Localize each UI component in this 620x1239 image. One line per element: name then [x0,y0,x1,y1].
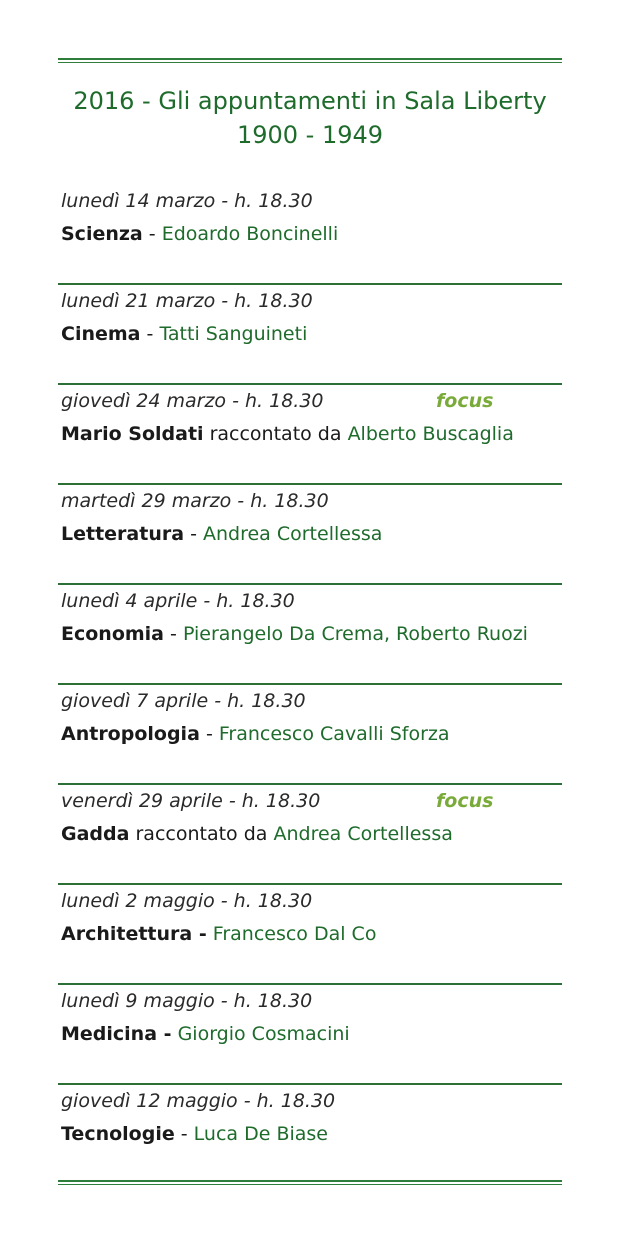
event-subject: Architettura - [61,923,207,945]
event-date: giovedì 24 marzo - h. 18.30 [61,390,324,412]
title-line-2: 1900 - 1949 [236,121,384,149]
event-list [58,185,562,1185]
event-subject: Antropologia [61,723,200,745]
event-date: lunedì 4 aprile - h. 18.30 [61,590,295,612]
page-title [58,84,562,152]
event-line [61,723,450,745]
event-line [61,1123,328,1145]
event-separator: - [199,723,219,745]
focus-label: focus [436,390,494,412]
event-item [58,685,562,785]
event-separator: - [142,223,162,245]
event-speaker: Luca De Biase [193,1123,328,1145]
title-line-1: 2016 - Gli appuntamenti in Sala Liberty [73,87,547,115]
event-date: giovedì 12 maggio - h. 18.30 [61,1090,336,1112]
event-separator: - [164,623,183,645]
event-speaker: Tatti Sanguineti [159,323,308,345]
event-speaker: Edoardo Boncinelli [161,223,339,245]
event-separator: - [184,523,203,545]
event-subject: Scienza [61,223,143,245]
event-subject: Letteratura [61,523,185,545]
event-speaker: Giorgio Cosmacini [177,1023,350,1045]
event-date: lunedì 2 maggio - h. 18.30 [61,890,313,912]
event-item [58,185,562,285]
focus-label: focus [436,790,494,812]
event-separator: - [140,323,160,345]
top-divider [58,58,562,63]
event-item [58,985,562,1085]
bottom-divider [58,1180,562,1185]
event-subject: Medicina - [61,1023,172,1045]
event-separator: raccontato da [203,423,348,445]
event-line [61,223,338,245]
event-subject: Tecnologie [61,1123,175,1145]
event-line [61,323,307,345]
event-date: lunedì 9 maggio - h. 18.30 [61,990,313,1012]
event-item [58,785,562,885]
event-item [58,885,562,985]
event-subject: Mario Soldati [61,423,204,445]
event-speaker: Francesco Dal Co [212,923,377,945]
event-line [61,623,528,645]
event-subject: Economia [61,623,165,645]
event-date: giovedì 7 aprile - h. 18.30 [61,690,306,712]
event-date: martedì 29 marzo - h. 18.30 [61,490,329,512]
event-speaker: Alberto Buscaglia [347,423,514,445]
event-line [61,523,382,545]
event-speaker: Pierangelo Da Crema, Roberto Ruozi [182,623,528,645]
event-line [61,923,376,945]
event-speaker: Andrea Cortellessa [202,523,383,545]
event-line [61,423,514,445]
event-speaker: Francesco Cavalli Sforza [218,723,450,745]
event-subject: Cinema [61,323,141,345]
event-item [58,585,562,685]
event-separator: raccontato da [129,823,274,845]
event-item [58,485,562,585]
event-date: lunedì 21 marzo - h. 18.30 [61,290,313,312]
event-speaker: Andrea Cortellessa [273,823,453,845]
event-date: venerdì 29 aprile - h. 18.30 [61,790,321,812]
event-subject: Gadda [61,823,130,845]
event-item [58,1085,562,1185]
event-date: lunedì 14 marzo - h. 18.30 [61,190,313,212]
event-line [61,1023,350,1045]
event-line [61,823,453,845]
event-separator: - [174,1123,194,1145]
event-item [58,385,562,485]
event-item [58,285,562,385]
